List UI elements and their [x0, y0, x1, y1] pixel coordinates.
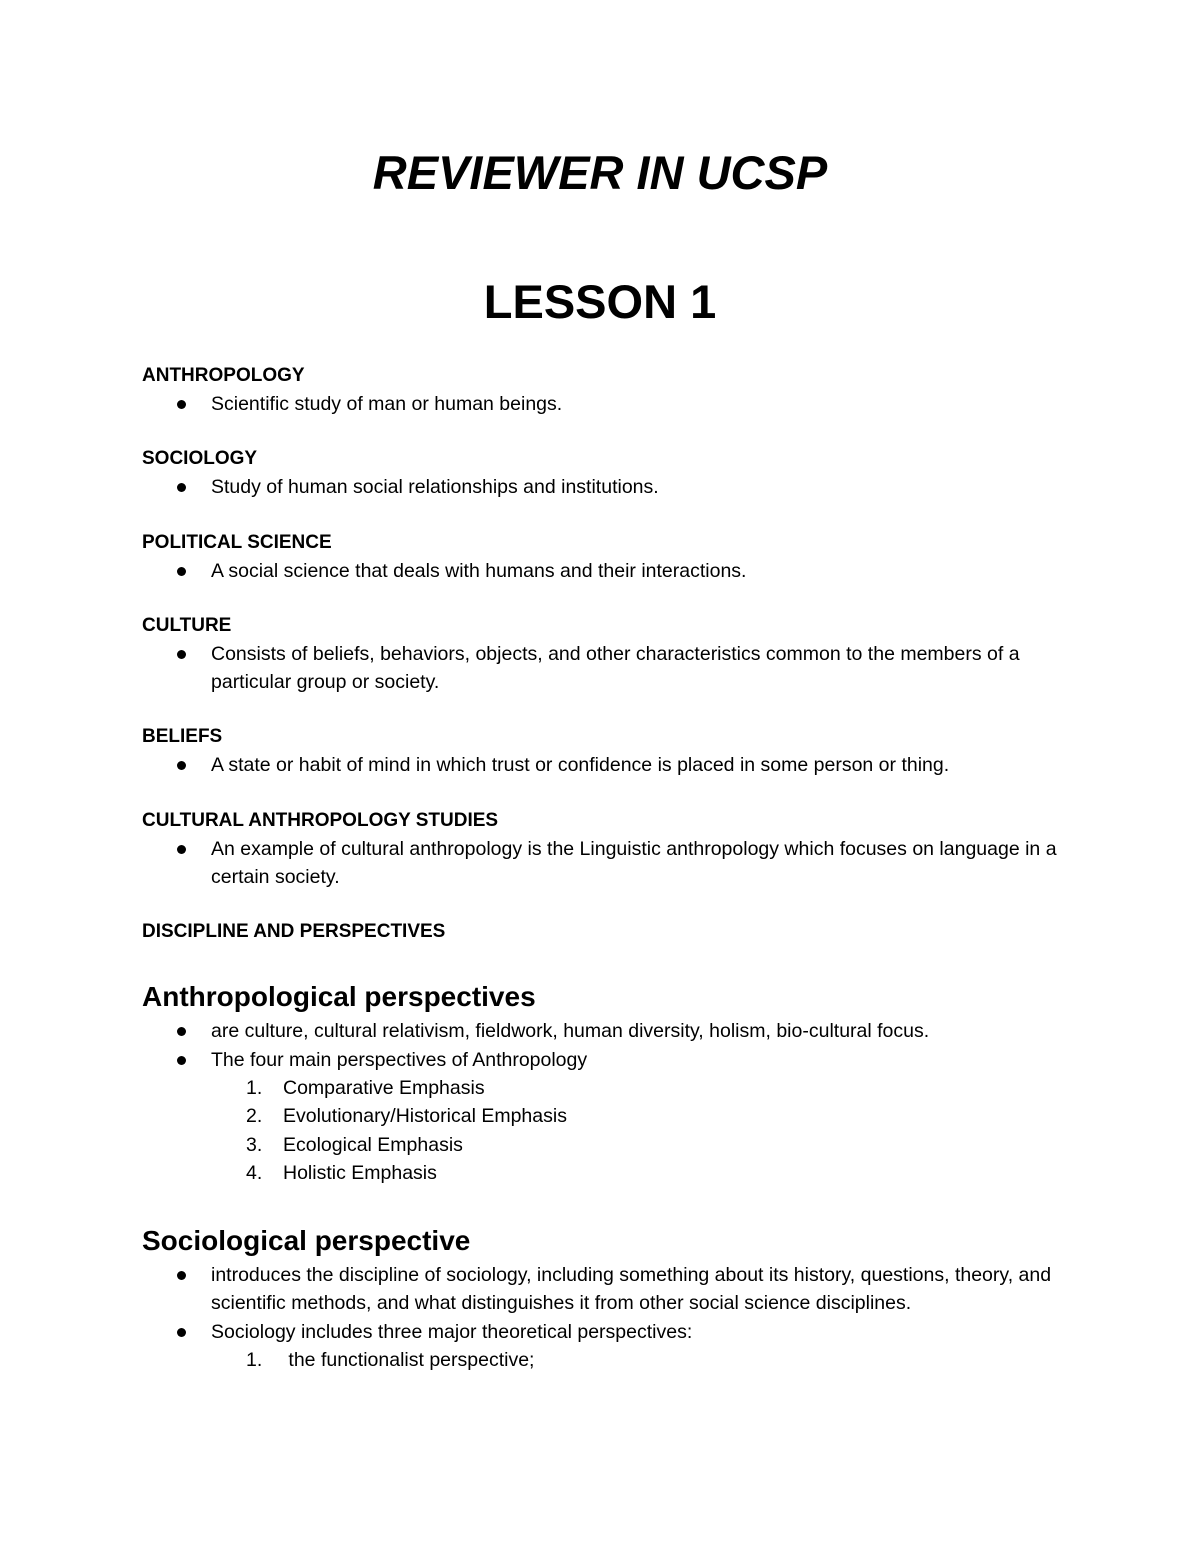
- bullet-icon: [177, 400, 186, 409]
- list-item: [142, 390, 1062, 418]
- bullet-icon: [177, 1056, 186, 1065]
- list-item-text: Study of human social relationships and institutions.: [211, 476, 659, 499]
- section-culture: [142, 612, 1062, 697]
- list-item: [142, 1261, 1062, 1318]
- numbered-item-text: Ecological Emphasis: [283, 1133, 463, 1156]
- bullet-list: [142, 1017, 1062, 1074]
- list-item: [142, 473, 1062, 501]
- numbered-item: [142, 1346, 1062, 1374]
- bullet-icon: [177, 483, 186, 492]
- section-heading: DISCIPLINE AND PERSPECTIVES: [142, 921, 446, 943]
- bullet-icon: [177, 1027, 186, 1036]
- section-heading: BELIEFS: [142, 726, 223, 748]
- list-item: [142, 751, 1062, 779]
- section-political-science: [142, 529, 1062, 585]
- section-sociological-perspective: [142, 1221, 1062, 1374]
- list-item-text: An example of cultural anthropology is the Linguistic anthropology which focuses on language in a certain society.: [211, 837, 1057, 889]
- bullet-list: [142, 640, 1062, 697]
- list-item: [142, 640, 1062, 697]
- list-item-text: are culture, cultural relativism, fieldwork, human diversity, holism, bio-cultural focus.: [211, 1020, 930, 1043]
- bullet-icon: [177, 1271, 186, 1280]
- bullet-list: [142, 835, 1062, 892]
- list-number: 1.: [246, 1076, 263, 1099]
- numbered-item-text: Comparative Emphasis: [283, 1076, 485, 1099]
- numbered-item: [142, 1074, 1062, 1102]
- list-item-text: The four main perspectives of Anthropology: [211, 1048, 588, 1071]
- bullet-icon: [177, 1328, 186, 1337]
- section-heading: ANTHROPOLOGY: [142, 365, 305, 386]
- bullet-icon: [177, 650, 186, 659]
- bullet-list: [142, 473, 1062, 501]
- list-item: [142, 835, 1062, 892]
- bullet-list: [142, 751, 1062, 779]
- list-item: [142, 1046, 1062, 1074]
- list-item-text: A social science that deals with humans and their interactions.: [211, 559, 747, 582]
- numbered-list: [142, 1346, 1062, 1374]
- lesson-title: LESSON 1: [483, 275, 717, 328]
- list-number: 4.: [246, 1161, 263, 1184]
- section-cultural-anthropology-studies: [142, 807, 1062, 892]
- list-item-text: A state or habit of mind in which trust or confidence is placed in some person or thing.: [211, 754, 950, 777]
- numbered-item-text: Evolutionary/Historical Emphasis: [283, 1105, 567, 1128]
- list-item: [142, 1017, 1062, 1045]
- bullet-list: [142, 557, 1062, 585]
- section-anthropology: [142, 362, 1062, 418]
- section-heading: CULTURE: [142, 614, 232, 636]
- list-item: [142, 1318, 1062, 1346]
- list-number: 3.: [246, 1133, 263, 1156]
- numbered-item-text: Holistic Emphasis: [283, 1161, 437, 1184]
- numbered-list: [142, 1074, 1062, 1187]
- subsection-heading: Anthropological perspectives: [142, 981, 536, 1013]
- bullet-icon: [177, 567, 186, 576]
- numbered-item: [142, 1159, 1062, 1187]
- section-beliefs: [142, 723, 1062, 779]
- list-item-text: Scientific study of man or human beings.: [211, 393, 563, 415]
- document-title: REVIEWER IN UCSP: [372, 146, 828, 199]
- bullet-icon: [177, 845, 186, 854]
- section-heading: CULTURAL ANTHROPOLOGY STUDIES: [142, 809, 499, 831]
- bullet-list: [142, 1261, 1062, 1346]
- list-item-text: Consists of beliefs, behaviors, objects, and other characteristics common to the members of a particular group or society.: [211, 642, 1020, 694]
- list-number: 2.: [246, 1105, 263, 1128]
- bullet-list: [142, 390, 1062, 418]
- subsection-heading: Sociological perspective: [142, 1225, 471, 1257]
- list-number: 1.: [246, 1349, 263, 1372]
- numbered-item-text: the functionalist perspective;: [283, 1349, 535, 1372]
- section-heading: POLITICAL SCIENCE: [142, 531, 332, 553]
- numbered-item: [142, 1102, 1062, 1130]
- numbered-item: [142, 1131, 1062, 1159]
- document-body: [142, 362, 1062, 1374]
- list-item-text: introduces the discipline of sociology, including something about its history, questions, theory, and scientific methods, and what distinguishes it from other social science disciplines.: [211, 1264, 1052, 1315]
- list-item: [142, 557, 1062, 585]
- section-heading: SOCIOLOGY: [142, 448, 258, 470]
- bullet-icon: [177, 761, 186, 770]
- section-anthropological-perspectives: [142, 977, 1062, 1187]
- list-item-text: Sociology includes three major theoretical perspectives:: [211, 1320, 693, 1343]
- section-sociology: [142, 445, 1062, 501]
